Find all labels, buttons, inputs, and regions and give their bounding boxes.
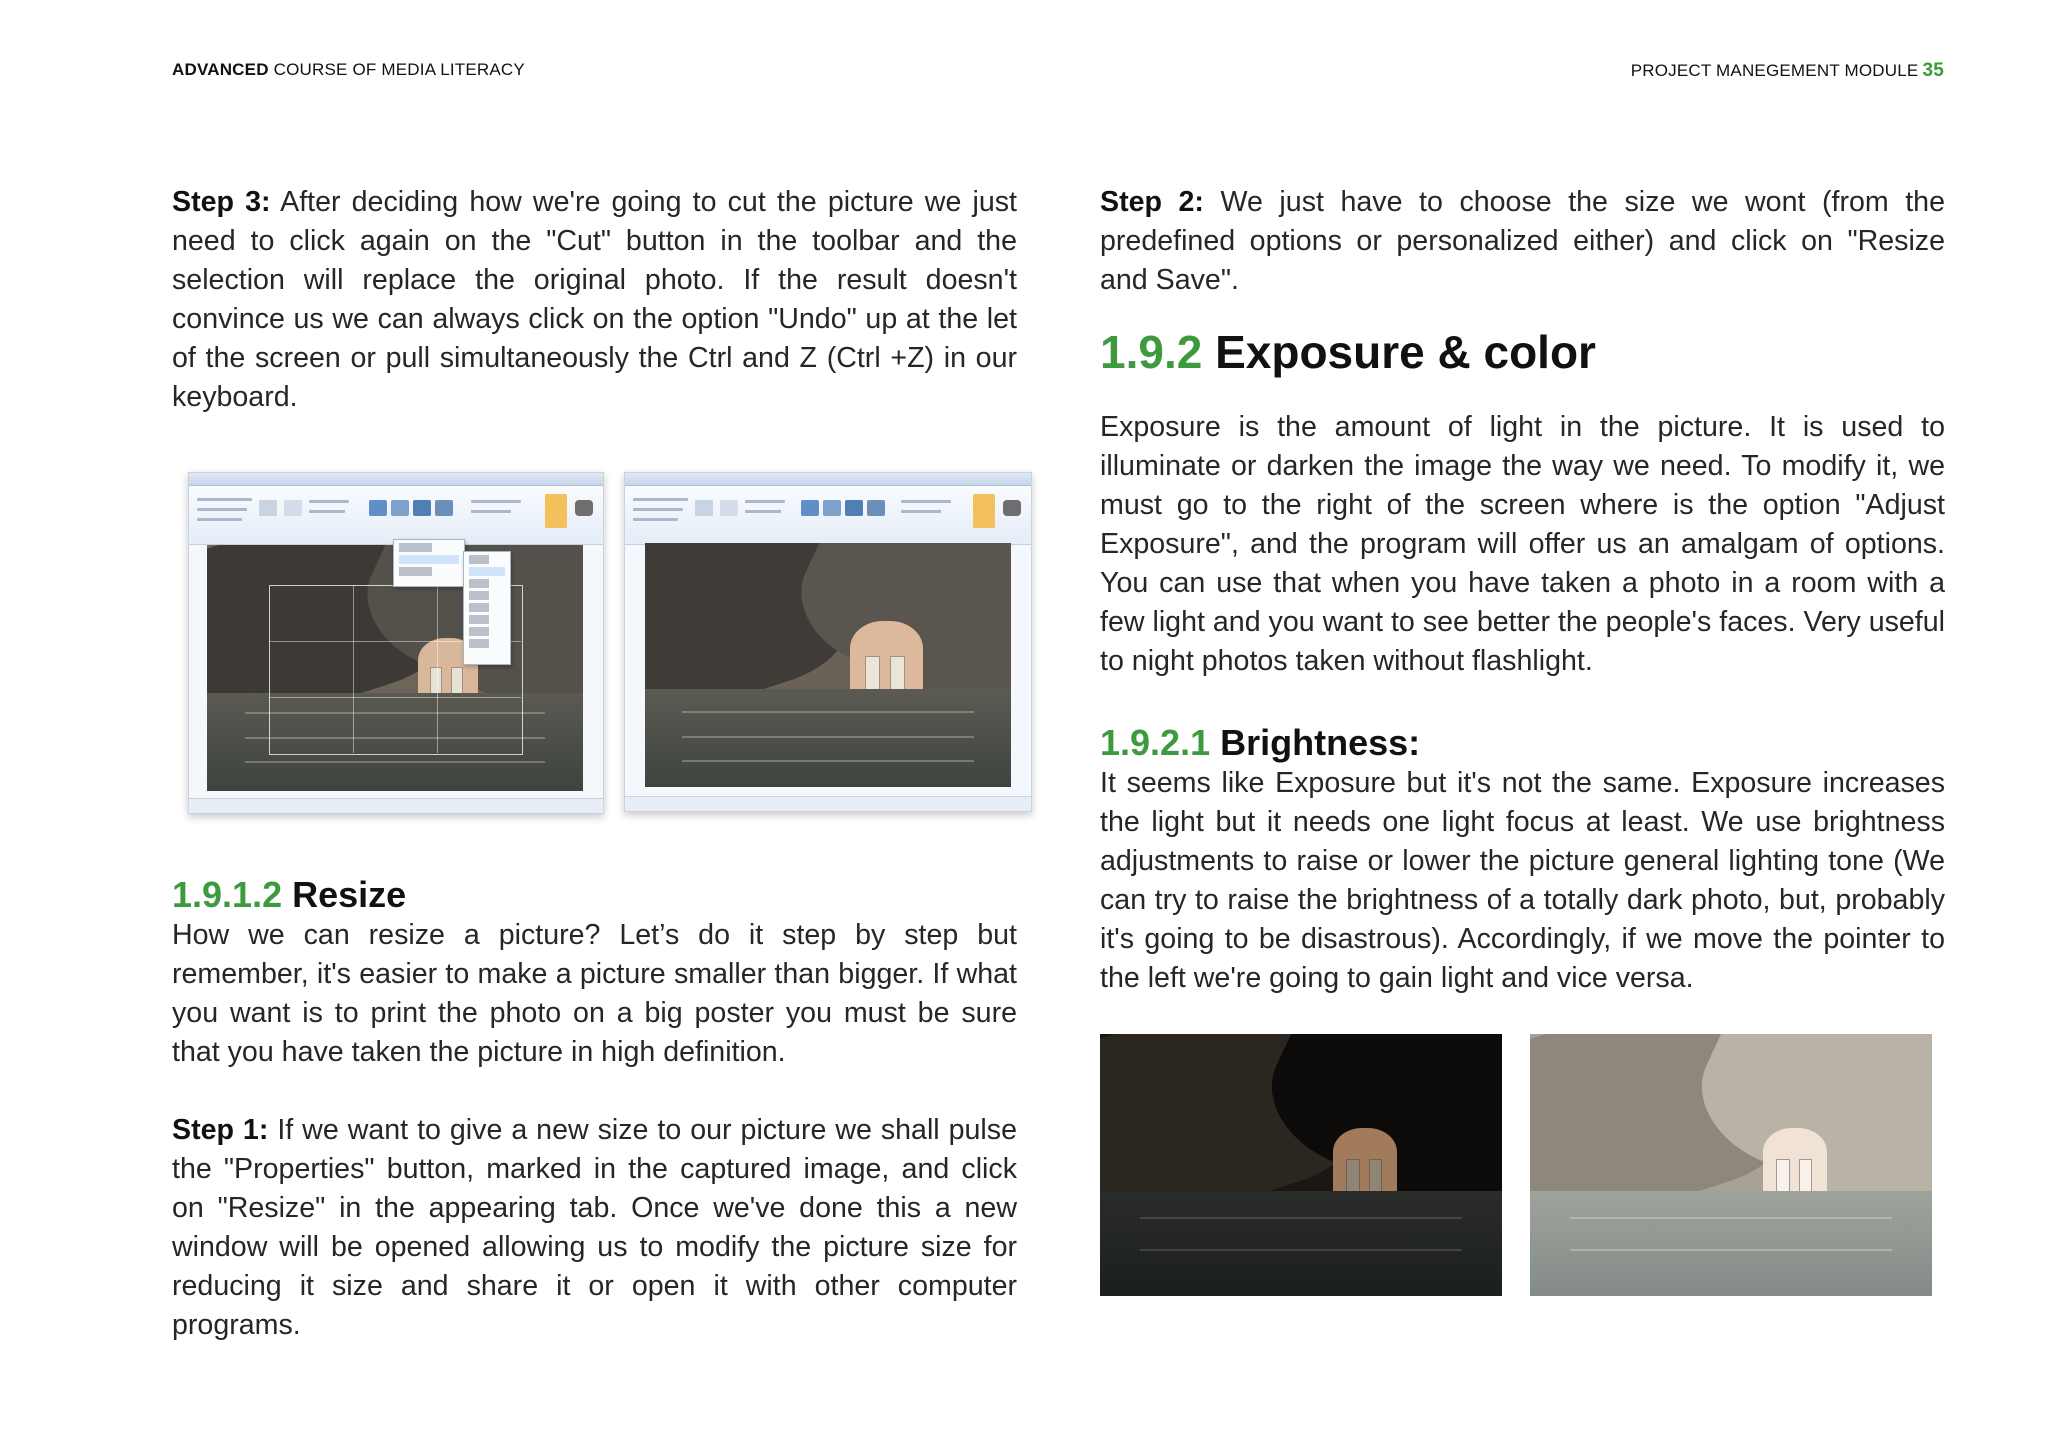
brightness-heading-number: 1.9.2.1 <box>1100 722 1211 763</box>
step3-label: Step 3: <box>172 186 271 218</box>
exposure-heading-number: 1.9.2 <box>1100 326 1203 378</box>
step3-paragraph <box>172 183 1017 417</box>
step1-text: If we want to give a new size to our picture we shall pulse the "Properties" button, marked in the captured image, and click on "Resize" in the appearing tab. Once we've done this a new window will be opened allowing us to modify the picture size for reducing it size and share it or open it with other computer programs. <box>172 1114 1017 1341</box>
brightness-section <box>1100 722 1945 998</box>
window-ribbon <box>189 486 603 545</box>
step2-text: We just have to choose the size we wont (from the predefined options or personalized either) and click on "Resize and Save". <box>1100 186 1945 296</box>
resize-section <box>172 874 1017 1345</box>
resize-heading <box>172 874 1017 916</box>
running-header-left <box>172 60 525 80</box>
window-statusbar <box>625 796 1031 811</box>
window-titlebar <box>189 473 603 486</box>
step1-label: Step 1: <box>172 1114 269 1146</box>
exposure-paragraph: Exposure is the amount of light in the picture. It is used to illuminate or darken the image the way we need. To modify it, we must go to the right of the screen where is the option "Adjust Exposure", and the program will offer us an amalgam of options. You can use that when you have taken a photo in a room with a few light and you want to see better the people's faces. Very useful to night photos taken without flashlight. <box>1100 411 1945 677</box>
exposure-section <box>1100 326 1945 681</box>
crop-menu[interactable] <box>393 539 465 587</box>
brightness-paragraph: It seems like Exposure but it's not the same. Exposure increases the light but it needs one light focus at least. We use brightness adjustments to raise or lower the picture general lighting tone (We can try to raise the brightness of a totally dark photo, but, probably it's going to be disastrous). Accordingly, if we move the pointer to the left we're going to gain light and vice versa. <box>1100 767 1945 994</box>
window-titlebar <box>625 473 1031 486</box>
proportion-submenu[interactable] <box>463 551 511 665</box>
bright-brightness-photo <box>1530 1034 1932 1296</box>
page-number: 35 <box>1922 60 1944 81</box>
exposure-heading-title: Exposure & color <box>1202 326 1596 378</box>
resize-paragraph: How we can resize a picture? Let’s do it step by step but remember, it's easier to make a picture smaller than bigger. If what you want is to print the photo on a big poster you must be sure that you have taken the picture in high definition. <box>172 919 1017 1068</box>
exposure-heading <box>1100 326 1945 378</box>
cropped-photo <box>645 543 1011 787</box>
header-bold-text: ADVANCED <box>172 60 269 79</box>
resize-heading-title: Resize <box>282 874 407 915</box>
brightness-heading-title: Brightness: <box>1210 722 1421 763</box>
crop-screenshot-before <box>188 472 604 814</box>
step2-paragraph <box>1100 183 1945 300</box>
header-module-text: PROJECT MANEGEMENT MODULE <box>1630 61 1919 80</box>
brightness-heading <box>1100 722 1945 764</box>
crop-screenshot-after <box>624 472 1032 812</box>
window-ribbon <box>625 486 1031 545</box>
resize-heading-number: 1.9.1.2 <box>172 874 283 915</box>
step3-text: After deciding how we're going to cut the picture we just need to click again on the "Cut" button in the toolbar and the selection will replace the original photo. If the result doesn't convince us we can always click on the option "Undo" up at the let of the screen or pull simultaneously the Ctrl and Z (Ctrl +Z) in our keyboard. <box>172 186 1017 413</box>
dark-brightness-photo <box>1100 1034 1502 1296</box>
step2-label: Step 2: <box>1100 186 1204 218</box>
header-course-text: COURSE OF MEDIA LITERACY <box>268 60 525 79</box>
step1-paragraph <box>172 1111 1017 1345</box>
running-header-right <box>1631 60 1944 82</box>
window-statusbar <box>189 798 603 813</box>
